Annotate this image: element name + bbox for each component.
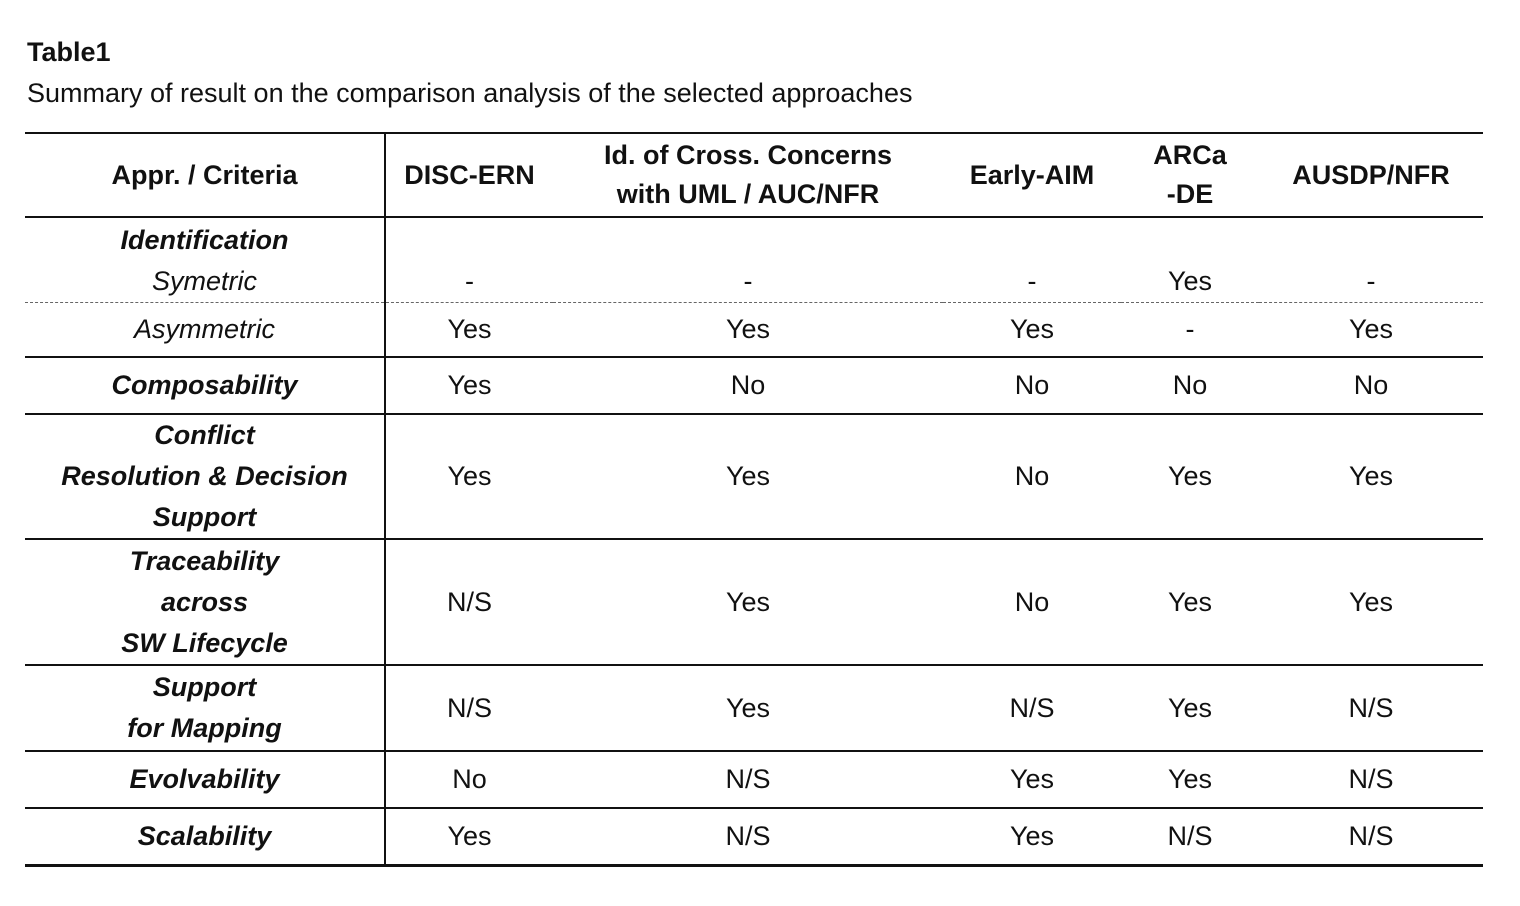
cell-value: Yes <box>385 808 553 866</box>
criteria-asymmetric-label: Asymmetric <box>134 314 275 344</box>
header-arcade-line2: -DE <box>1166 179 1214 209</box>
cell-value: N/S <box>385 665 553 751</box>
criteria-identification <box>25 217 385 303</box>
table-row-conflict-resolution <box>25 414 1483 539</box>
cell-value: Yes <box>1259 414 1483 539</box>
cell-value: N/S <box>553 751 943 808</box>
cell-value: - <box>943 217 1121 303</box>
cell-value: N/S <box>1259 665 1483 751</box>
header-id-cross-concerns <box>553 133 943 217</box>
header-arcade <box>1121 133 1259 217</box>
criteria-identification-group: Identification <box>120 225 289 255</box>
table-row-support-mapping <box>25 665 1483 751</box>
table-row-identification-symmetric <box>25 217 1483 303</box>
cell-value: Yes <box>1259 539 1483 665</box>
table-header <box>25 133 1483 217</box>
cell-value: - <box>553 217 943 303</box>
cell-value: N/S <box>385 539 553 665</box>
criteria-asymmetric <box>25 303 385 358</box>
cell-value: No <box>943 539 1121 665</box>
criteria-conflict-line1: Conflict <box>154 420 255 450</box>
table-row-traceability <box>25 539 1483 665</box>
cell-value: - <box>1121 303 1259 358</box>
criteria-conflict-resolution <box>25 414 385 539</box>
cell-value: Yes <box>1121 751 1259 808</box>
table-row-composability <box>25 357 1483 414</box>
cell-value: No <box>385 751 553 808</box>
cell-value: - <box>1259 217 1483 303</box>
criteria-composability: Composability <box>25 357 385 414</box>
cell-value: Yes <box>385 303 553 358</box>
cell-value: Yes <box>1121 414 1259 539</box>
header-criteria: Appr. / Criteria <box>25 133 385 217</box>
cell-value: N/S <box>553 808 943 866</box>
cell-value: Yes <box>553 539 943 665</box>
table-title: Table1 <box>27 37 111 67</box>
cell-value: Yes <box>553 303 943 358</box>
criteria-conflict-line3: Support <box>152 502 257 532</box>
header-disc-ern: DISC-ERN <box>385 133 553 217</box>
cell-value: Yes <box>1121 217 1259 303</box>
table-subtitle: Summary of result on the comparison analysis of the selected approaches <box>27 78 913 108</box>
criteria-conflict-line2: Resolution & Decision <box>61 461 348 491</box>
cell-value: - <box>385 217 553 303</box>
criteria-traceability-line3: SW Lifecycle <box>121 627 288 658</box>
cell-value: N/S <box>943 665 1121 751</box>
header-id-cross-concerns-line2: with UML / AUC/NFR <box>616 179 880 209</box>
cell-value: No <box>943 357 1121 414</box>
cell-value: No <box>553 357 943 414</box>
header-id-cross-concerns-line1: Id. of Cross. Concerns <box>603 140 893 170</box>
criteria-traceability-line2: across <box>160 586 249 617</box>
cell-value: Yes <box>553 665 943 751</box>
cell-value: Yes <box>385 357 553 414</box>
criteria-support-mapping <box>25 665 385 751</box>
table-row-asymmetric <box>25 303 1483 358</box>
cell-value: Yes <box>1121 539 1259 665</box>
cell-value: N/S <box>1121 808 1259 866</box>
cell-value: No <box>1259 357 1483 414</box>
header-arcade-line1: ARCa <box>1153 140 1227 170</box>
table-body <box>25 217 1483 866</box>
cell-value: Yes <box>553 414 943 539</box>
criteria-scalability: Scalability <box>25 808 385 866</box>
header-early-aim: Early-AIM <box>943 133 1121 217</box>
criteria-symmetric: Symetric <box>151 266 257 296</box>
cell-value: Yes <box>943 303 1121 358</box>
criteria-mapping-line1: Support <box>152 672 257 702</box>
header-ausdp-nfr: AUSDP/NFR <box>1259 133 1483 217</box>
cell-value: No <box>1121 357 1259 414</box>
cell-value: N/S <box>1259 751 1483 808</box>
criteria-traceability <box>25 539 385 665</box>
comparison-table <box>25 132 1483 867</box>
table-row-scalability <box>25 808 1483 866</box>
table-row-evolvability <box>25 751 1483 808</box>
cell-value: No <box>943 414 1121 539</box>
cell-value: Yes <box>943 808 1121 866</box>
cell-value: Yes <box>943 751 1121 808</box>
criteria-mapping-line2: for Mapping <box>127 713 282 743</box>
cell-value: N/S <box>1259 808 1483 866</box>
cell-value: Yes <box>1259 303 1483 358</box>
header-row <box>25 133 1483 217</box>
cell-value: Yes <box>385 414 553 539</box>
criteria-evolvability: Evolvability <box>25 751 385 808</box>
criteria-traceability-line1: Traceability <box>129 545 280 576</box>
cell-value: Yes <box>1121 665 1259 751</box>
